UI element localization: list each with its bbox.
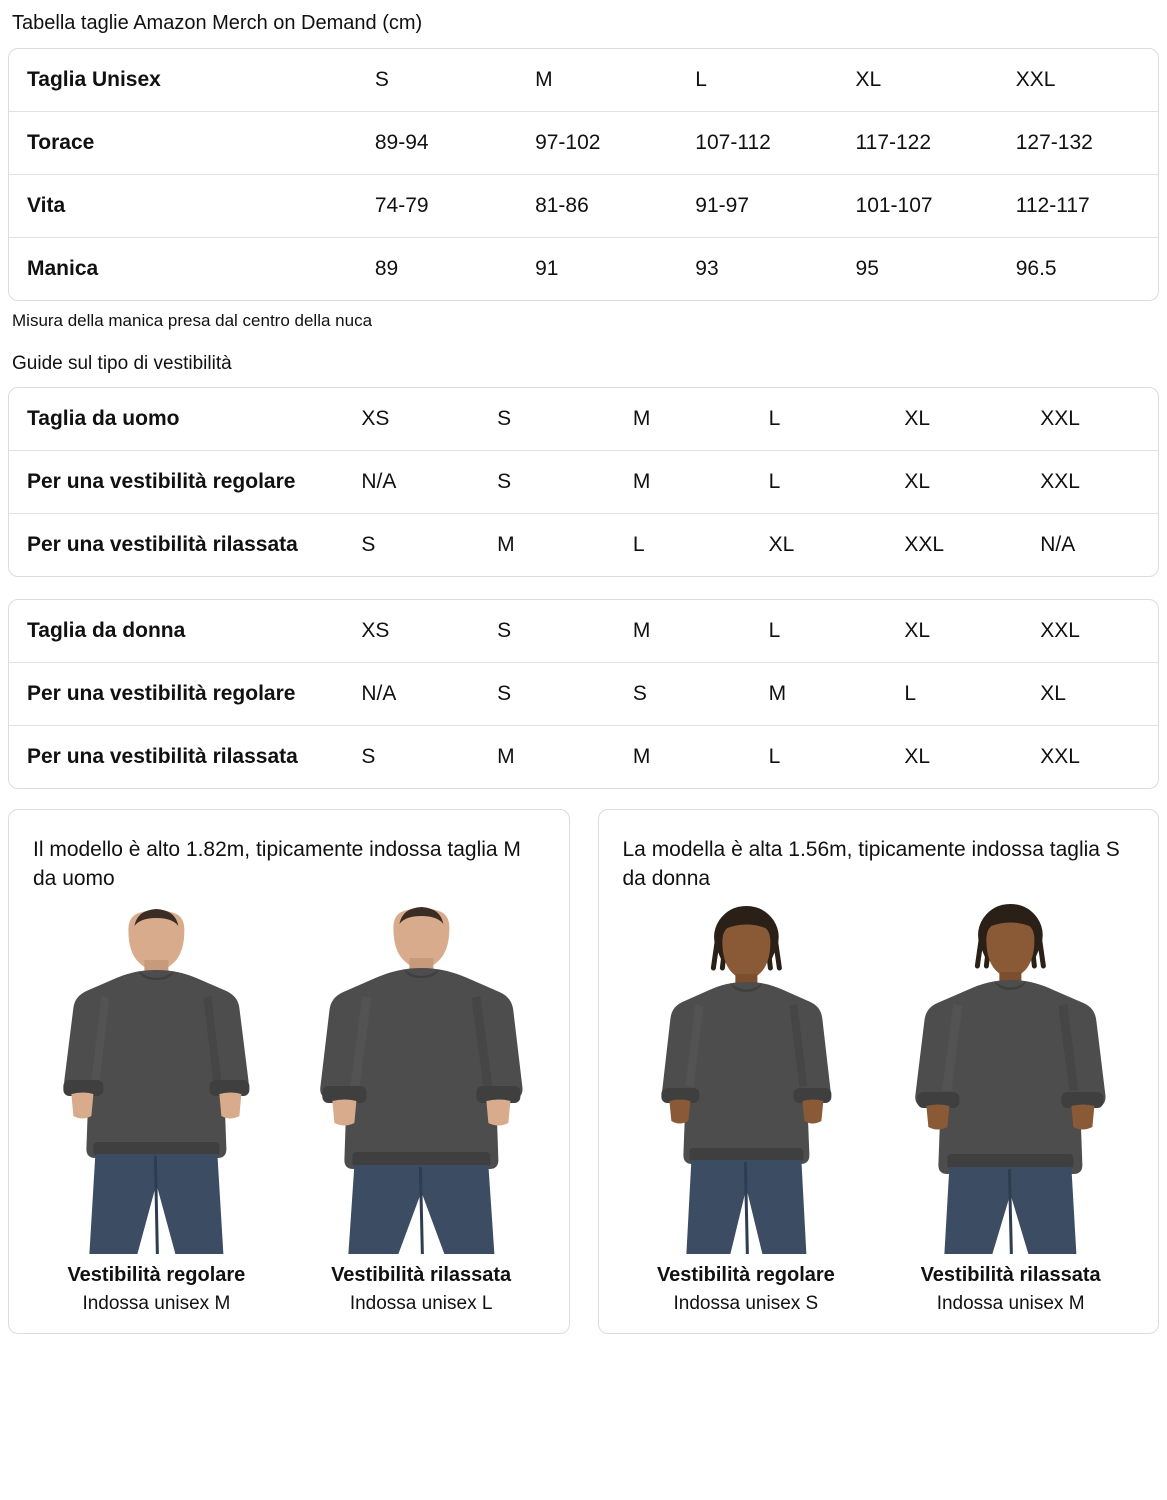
column-header: L	[768, 619, 781, 642]
column-header: XXL	[1040, 619, 1080, 642]
row-header: Vita	[9, 175, 357, 238]
table-cell: 95	[838, 238, 998, 301]
table-cell: S	[479, 451, 615, 514]
unisex-size-table	[9, 49, 1158, 300]
male-relaxed-fit-figure	[298, 904, 545, 1315]
column-header: XL	[904, 619, 931, 642]
row-header: Manica	[9, 238, 357, 301]
column-header: S	[497, 619, 512, 642]
male-model-relaxed-fit-photo	[298, 904, 545, 1254]
column-header: XL	[855, 68, 882, 91]
table-cell: XXL	[1022, 451, 1158, 514]
table-cell: 127-132	[998, 112, 1158, 175]
table-cell: L	[615, 514, 751, 577]
table-cell: XL	[886, 726, 1022, 789]
table-row	[9, 49, 1158, 112]
figure-title: Vestibilità regolare	[656, 1263, 835, 1286]
figure-subtitle: Indossa unisex M	[936, 1292, 1085, 1314]
table-cell: M	[615, 726, 751, 789]
column-header: XS	[361, 407, 390, 430]
fit-guides-title: Guide sul tipo di vestibilità	[12, 353, 232, 374]
table-row	[9, 112, 1158, 175]
table-cell: XXL	[886, 514, 1022, 577]
male-model-caption: Il modello è alto 1.82m, tipicamente indossa taglia M da uomo	[33, 838, 521, 890]
table-cell: XL	[886, 451, 1022, 514]
table-cell: XXL	[1022, 726, 1158, 789]
unisex-size-table-card	[8, 48, 1159, 301]
column-header: XXL	[1040, 407, 1080, 430]
row-header: Per una vestibilità regolare	[9, 451, 343, 514]
table-row	[9, 514, 1158, 577]
table-cell: S	[343, 514, 479, 577]
women-fit-table	[9, 600, 1158, 788]
table-cell: L	[751, 451, 887, 514]
male-regular-fit-figure	[33, 904, 280, 1315]
table-cell: L	[751, 726, 887, 789]
female-model-regular-fit-photo	[623, 904, 870, 1254]
table-cell: 89	[357, 238, 517, 301]
table-cell: 96.5	[998, 238, 1158, 301]
table-cell: M	[479, 726, 615, 789]
row-header: Per una vestibilità regolare	[9, 663, 343, 726]
column-header: S	[497, 407, 512, 430]
figure-subtitle: Indossa unisex M	[82, 1292, 231, 1314]
figure-title: Vestibilità rilassata	[920, 1263, 1101, 1286]
table-cell: 91	[517, 238, 677, 301]
row-header: Torace	[9, 112, 357, 175]
table-cell: N/A	[343, 663, 479, 726]
table-cell: 97-102	[517, 112, 677, 175]
table-cell: 112-117	[998, 175, 1158, 238]
male-figures	[33, 904, 545, 1315]
column-header: M	[535, 68, 553, 91]
male-model-card	[8, 809, 570, 1334]
female-model-relaxed-fit-photo	[887, 904, 1134, 1254]
row-header: Per una vestibilità rilassata	[9, 514, 343, 577]
column-header: L	[695, 68, 707, 91]
table-cell: S	[615, 663, 751, 726]
column-header: S	[374, 68, 389, 91]
table-cell: N/A	[343, 451, 479, 514]
model-cards-row	[8, 809, 1159, 1334]
table-row	[9, 726, 1158, 789]
table-cell: 91-97	[677, 175, 837, 238]
table-row	[9, 451, 1158, 514]
column-header: L	[768, 407, 781, 430]
women-fit-table-card	[8, 599, 1159, 789]
column-header: XS	[361, 619, 390, 642]
column-header: Taglia Unisex	[27, 68, 161, 91]
figure-title: Vestibilità rilassata	[331, 1263, 512, 1286]
table-cell: 101-107	[838, 175, 998, 238]
table-cell: 81-86	[517, 175, 677, 238]
table-cell: M	[751, 663, 887, 726]
table-cell: M	[615, 451, 751, 514]
table-cell: 107-112	[677, 112, 837, 175]
figure-subtitle: Indossa unisex S	[673, 1292, 819, 1314]
figure-title: Vestibilità regolare	[67, 1263, 246, 1286]
men-fit-table-card	[8, 387, 1159, 577]
table-row	[9, 175, 1158, 238]
column-header: Taglia da donna	[27, 619, 186, 642]
table-cell: XL	[751, 514, 887, 577]
table-cell: S	[479, 663, 615, 726]
page-title: Tabella taglie Amazon Merch on Demand (cm)	[12, 12, 423, 34]
column-header: M	[632, 619, 651, 642]
female-model-caption: La modella è alta 1.56m, tipicamente indossa taglia S da donna	[622, 838, 1120, 890]
column-header: XXL	[1015, 68, 1056, 91]
column-header: Taglia da uomo	[27, 407, 180, 430]
table-cell: 89-94	[357, 112, 517, 175]
table-cell: S	[343, 726, 479, 789]
table-cell: 74-79	[357, 175, 517, 238]
table-cell: N/A	[1022, 514, 1158, 577]
female-regular-fit-figure	[623, 904, 870, 1315]
female-model-card	[598, 809, 1160, 1334]
table-row	[9, 388, 1158, 451]
table-cell: XL	[1022, 663, 1158, 726]
table-row	[9, 600, 1158, 663]
sleeve-measurement-note: Misura della manica presa dal centro della nuca	[12, 311, 373, 330]
female-relaxed-fit-figure	[887, 904, 1134, 1315]
table-cell: 93	[677, 238, 837, 301]
column-header: M	[632, 407, 651, 430]
female-figures	[623, 904, 1135, 1315]
table-cell: 117-122	[838, 112, 998, 175]
table-cell: L	[886, 663, 1022, 726]
table-cell: M	[479, 514, 615, 577]
row-header: Per una vestibilità rilassata	[9, 726, 343, 789]
figure-subtitle: Indossa unisex L	[349, 1292, 493, 1314]
male-model-regular-fit-photo	[33, 904, 280, 1254]
table-row	[9, 663, 1158, 726]
column-header: XL	[904, 407, 931, 430]
men-fit-table	[9, 388, 1158, 576]
table-row	[9, 238, 1158, 301]
